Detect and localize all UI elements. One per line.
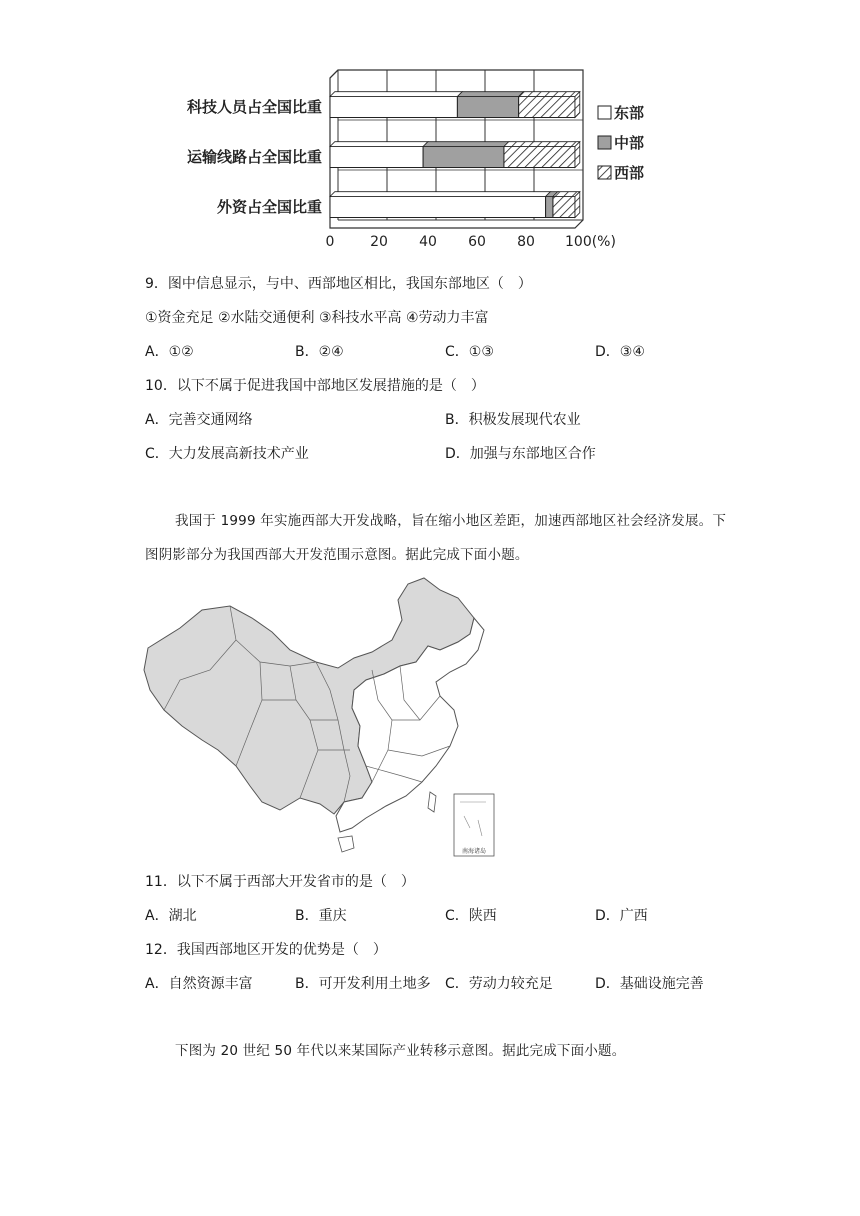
q12-option-b[interactable]: B．可开发利用土地多 — [295, 976, 431, 992]
bar-segment — [546, 197, 553, 218]
q10-option-a[interactable]: A．完善交通网络 — [145, 412, 253, 428]
bar-segment — [504, 147, 575, 168]
bar-segment — [457, 97, 518, 118]
q11-option-d[interactable]: D．广西 — [595, 908, 648, 924]
q9-option-a[interactable]: A．①② — [145, 344, 194, 360]
inset-label: 南海诸岛 — [461, 848, 487, 855]
q11-option-c[interactable]: C．陕西 — [445, 908, 497, 924]
x-tick-label: 60 — [468, 234, 486, 250]
x-tick-label: 100(%) — [565, 234, 616, 250]
legend-swatch — [598, 136, 611, 149]
bar-segment — [330, 147, 423, 168]
bar-segment-top — [330, 142, 428, 147]
bar-end-face — [575, 92, 580, 118]
intro-transfer: 下图为 20 世纪 50 年代以来某国际产业转移示意图。据此完成下面小题。 — [175, 1043, 626, 1059]
china-western-development-map — [140, 570, 510, 865]
q12-stem: 12．我国西部地区开发的优势是（ ） — [145, 942, 387, 958]
intro-west-line-1: 我国于 1999 年实施西部大开发战略，旨在缩小地区差距，加速西部地区社会经济发展。下 — [175, 513, 727, 529]
legend-label: 东部 — [614, 104, 645, 122]
q9-statements: ①资金充足 ②水陆交通便利 ③科技水平高 ④劳动力丰富 — [145, 310, 489, 326]
taiwan-island — [428, 792, 436, 812]
q12-option-d[interactable]: D．基础设施完善 — [595, 976, 704, 992]
bar-segment-top — [504, 142, 580, 147]
category-label: 外资占全国比重 — [216, 198, 322, 216]
bar-segment — [330, 197, 546, 218]
bar-segment-top — [423, 142, 509, 147]
intro-west-line-2: 图阴影部分为我国西部大开发范围示意图。据此完成下面小题。 — [145, 547, 529, 563]
x-tick-label: 80 — [517, 234, 535, 250]
q10-option-d[interactable]: D．加强与东部地区合作 — [445, 446, 596, 462]
legend-swatch — [598, 106, 611, 119]
bar-segment-top — [519, 92, 580, 97]
q11-option-a[interactable]: A．湖北 — [145, 908, 197, 924]
legend-swatch — [598, 166, 611, 179]
bar-segment — [553, 197, 575, 218]
category-label: 运输线路占全国比重 — [186, 148, 322, 166]
q9-stem: 9．图中信息显示，与中、西部地区相比，我国东部地区（ ） — [145, 276, 532, 292]
bar-segment-top — [457, 92, 523, 97]
south-china-sea-inset — [454, 794, 494, 856]
q11-stem: 11．以下不属于西部大开发省市的是（ ） — [145, 874, 415, 890]
bar-segment — [423, 147, 504, 168]
category-label: 科技人员占全国比重 — [186, 98, 322, 116]
bar-end-face — [575, 192, 580, 218]
q10-stem: 10．以下不属于促进我国中部地区发展措施的是（ ） — [145, 378, 485, 394]
bar-segment — [330, 97, 457, 118]
legend-label: 中部 — [614, 134, 645, 152]
q9-option-c[interactable]: C．①③ — [445, 344, 494, 360]
q9-option-d[interactable]: D．③④ — [595, 344, 645, 360]
x-tick-label: 0 — [325, 234, 335, 250]
hainan-island — [338, 836, 354, 852]
q10-option-c[interactable]: C．大力发展高新技术产业 — [145, 446, 309, 462]
bar-segment — [519, 97, 575, 118]
stacked-bar-chart — [140, 68, 680, 268]
x-tick-label: 40 — [419, 234, 437, 250]
bar-segment-top — [330, 192, 550, 197]
q12-option-a[interactable]: A．自然资源丰富 — [145, 976, 253, 992]
q10-option-b[interactable]: B．积极发展现代农业 — [445, 412, 581, 428]
bar-end-face — [575, 142, 580, 168]
q11-option-b[interactable]: B．重庆 — [295, 908, 347, 924]
q9-option-b[interactable]: B．②④ — [295, 344, 344, 360]
x-tick-label: 20 — [370, 234, 388, 250]
q12-option-c[interactable]: C．劳动力较充足 — [445, 976, 553, 992]
bar-segment-top — [330, 92, 462, 97]
legend-label: 西部 — [614, 164, 645, 182]
